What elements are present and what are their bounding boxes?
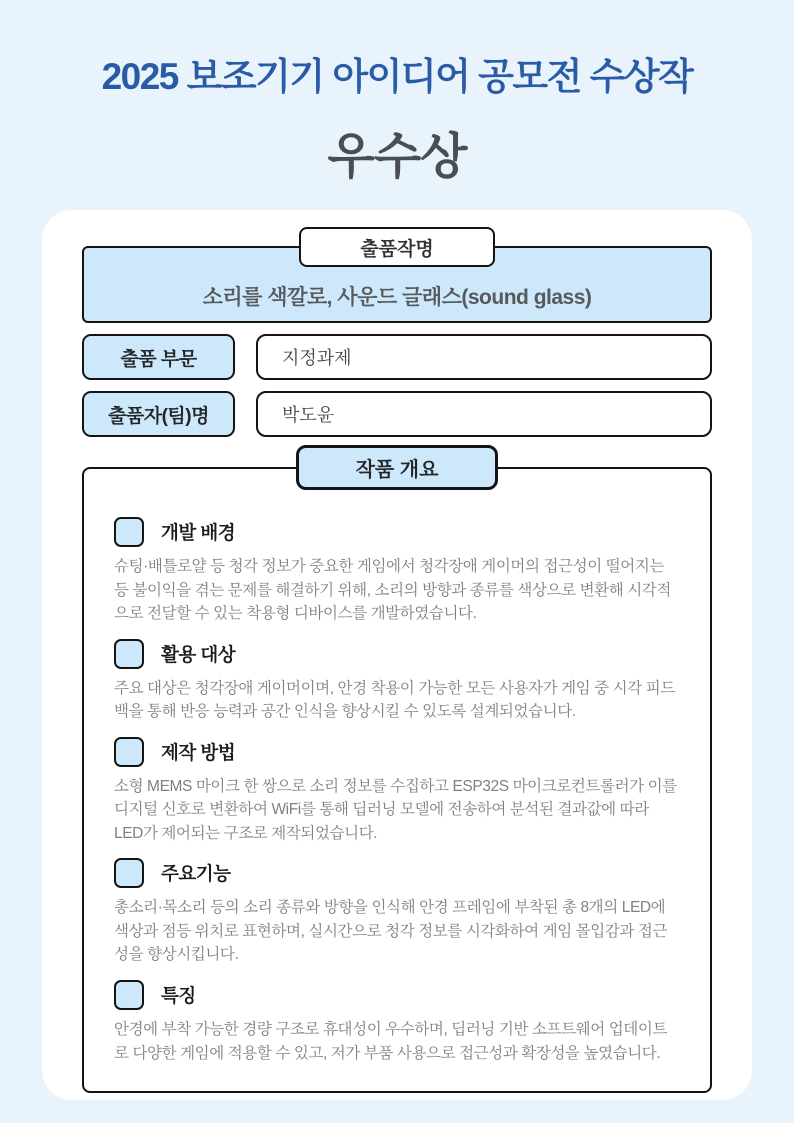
field-row-category [82,334,712,380]
section-body: 주요 대상은 청각장애 게이머이며, 안경 착용이 가능한 모든 사용자가 게임 중 시각 피드백을 통해 반응 능력과 공간 인식을 향상시킬 수 있도록 설계되었습니다. [114,679,675,721]
contest-title: 2025 보조기기 아이디어 공모전 수상작 [101,56,693,97]
section-production-method [114,737,678,846]
overview-box [82,467,712,1093]
author-value: 박도윤 [282,405,335,425]
section-body: 슈팅·배틀로얄 등 청각 정보가 중요한 게임에서 청각장애 게이머의 접근성이 떨어지는 등 불이익을 겪는 문제를 해결하기 위해, 소리의 방향과 종류를 색상으로 변환해 시각적으로 전달할 수 있는 착용형 디바이스를 개발하였습니다. [114,558,671,623]
bullet-square-icon [114,517,144,547]
category-value-box [256,334,712,380]
section-title: 주요기능 [161,863,231,885]
section-heading-row [114,517,678,547]
section-body: 총소리·목소리 등의 소리 종류와 방향을 인식해 안경 프레임에 부착된 총 8개의 LED에 색상과 점등 위치로 표현하며, 실시간으로 청각 정보를 시각화하여 게임 몰입감과 접근성을 향상시킵니다. [114,899,668,964]
author-label-box [82,391,235,437]
bullet-square-icon [114,858,144,888]
section-heading-row [114,737,678,767]
section-main-features [114,858,678,967]
bullet-square-icon [114,980,144,1010]
award-title: 우수상 [327,130,467,184]
section-title: 특징 [161,985,196,1007]
bullet-square-icon [114,639,144,669]
section-body: 안경에 부착 가능한 경량 구조로 휴대성이 우수하며, 딥러닝 기반 소프트웨어 업데이트로 다양한 게임에 적용할 수 있고, 저가 부품 사용으로 접근성과 확장성을 높였습니다. [114,1021,668,1062]
entry-name-tab-label: 출품작명 [360,238,434,260]
entry-name-tab [299,227,495,267]
section-characteristics [114,980,678,1065]
section-heading-row [114,980,678,1010]
entry-name-block [82,210,712,323]
section-background [114,517,678,626]
content-card [42,210,752,1100]
section-body: 소형 MEMS 마이크 한 쌍으로 소리 정보를 수집하고 ESP32S 마이크로컨트롤러가 이를 디지털 신호로 변환하여 WiFi를 통해 딥러닝 모델에 전송하여 분석된 결과값에 따라 LED가 제어되는 구조로 제작되었습니다. [114,777,677,842]
overview-tab-label: 작품 개요 [355,459,439,481]
section-title: 개발 배경 [161,522,236,543]
section-target-users [114,639,678,724]
section-heading-row [114,639,678,669]
category-value: 지정과제 [282,348,352,368]
entry-name-value: 소리를 색깔로, 사운드 글래스(sound glass) [202,285,592,309]
author-label: 출품자(팀)명 [108,405,209,427]
category-label-box [82,334,235,380]
category-label: 출품 부문 [120,348,197,370]
overview-tab [296,445,498,490]
field-row-author [82,391,712,437]
author-value-box [256,391,712,437]
overview-block [82,445,712,1093]
section-title: 활용 대상 [161,643,236,665]
bullet-square-icon [114,737,144,767]
section-heading-row [114,858,678,888]
section-title: 제작 방법 [161,741,236,763]
